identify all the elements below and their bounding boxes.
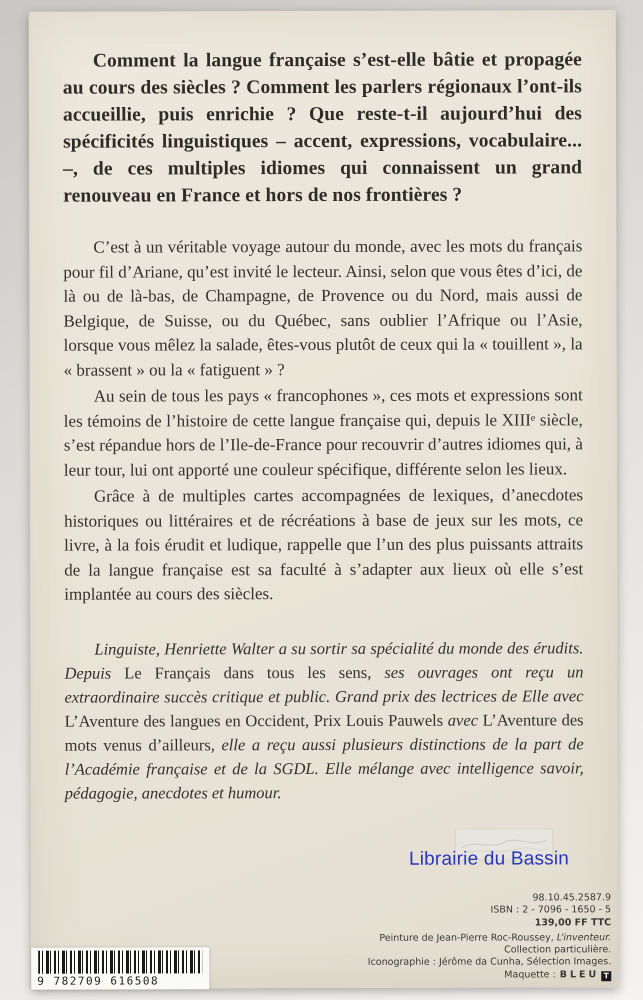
- reference-number: 98.10.45.2587.9: [532, 892, 612, 904]
- isbn-line: ISBN : 2 - 7096 - 1650 - 5: [490, 904, 612, 916]
- bleu-brand-name: BLEU: [559, 969, 600, 981]
- iconography-credit: Iconographie : Jérôme da Cunha, Sélection Images.: [367, 956, 612, 969]
- painting-credit: Peinture de Jean-Pierre Roc-Roussey, L’inventeur.: [379, 932, 612, 944]
- back-cover-blurb: [63, 46, 584, 805]
- barcode-bars: [38, 950, 202, 973]
- blurb-paragraph-4: Grâce à de multiples cartes accompagnées de lexiques, d’anecdotes historiques ou littéraires et de récréations à base de jeux sur les mots, ce livre, à la fois érudit et ludique, rappelle que l’un des plus puissants attraits de la langue française est sa faculté à s’adapter aux lieux où elle s’est implantée au cours des siècles.: [64, 485, 584, 604]
- collection-note: Collection particulière.: [504, 944, 612, 956]
- blurb-paragraph-3: Au sein de tous les pays « francophones », ces mots et expressions sont les témoins de l’histoire de cette langue française qui, depuis le XIIIᵉ siècle, s’est répandue hors de l’Ile-de-France pour recouvrir d’autres idiomes qui, à leur tour, lui ont apporté une couleur spécifique, différente selon les lieux.: [63, 385, 583, 480]
- barcode-number: 9 782709 616508: [37, 974, 160, 988]
- price-line: 139,00 FF TTC: [534, 916, 612, 929]
- blurb-paragraph-2: C’est à un véritable voyage autour du monde, avec les mots du français pour fil d’Ariane, qu’est invité le lecteur. Ainsi, selon que vous êtes d’ici, de là ou de là-bas, de Champagne, de Provence ou du Nord, mais aussi de Belgique, de Suisse, ou du Québec, sans oublier l’Afrique ou l’Asie, lorsque vous mêlez la salade, êtes-vous plutôt de ceux qui la « touillent », la « brassent » ou la « fatiguent » ?: [63, 236, 583, 380]
- book-back-cover: [29, 10, 619, 989]
- colophon-block: [281, 892, 611, 982]
- barcode-label: [31, 947, 209, 989]
- author-note: Linguiste, Henriette Walter a su sortir sa spécialité du monde des érudits. Depuis Le Français dans tous les sens, ses ouvrages ont reçu un extraordinaire succès critique et public. Grand prix des lectrices de Elle avec L’Aventure des langues en Occident, Prix Louis Pauwels avec L’Aventure des mots venus d’ailleurs, elle a reçu aussi plusieurs distinctions de la part de l’Académie française et de la SGDL. Elle mélange avec intelligence savoir, pédagogie, anecdotes et humour.: [64, 637, 584, 803]
- bleu-logo-icon: T: [601, 971, 611, 981]
- blurb-paragraph-1: Comment la langue française s’est-elle bâtie et propagée au cours des siècles ? Comment les parlers régionaux l’ont-ils accueillie, puis enrichie ? Que reste-t-il aujourd’hui des spécificités linguistiques – accent, expressions, vocabulaire... –, de ces multiples idiomes qui connaissent un grand renouveau en France et hors de nos frontières ?: [62, 49, 583, 207]
- design-credit-label: Maquette :: [504, 969, 559, 981]
- design-credit: [281, 969, 611, 982]
- bookseller-stamp: Librairie du Bassin: [408, 848, 570, 870]
